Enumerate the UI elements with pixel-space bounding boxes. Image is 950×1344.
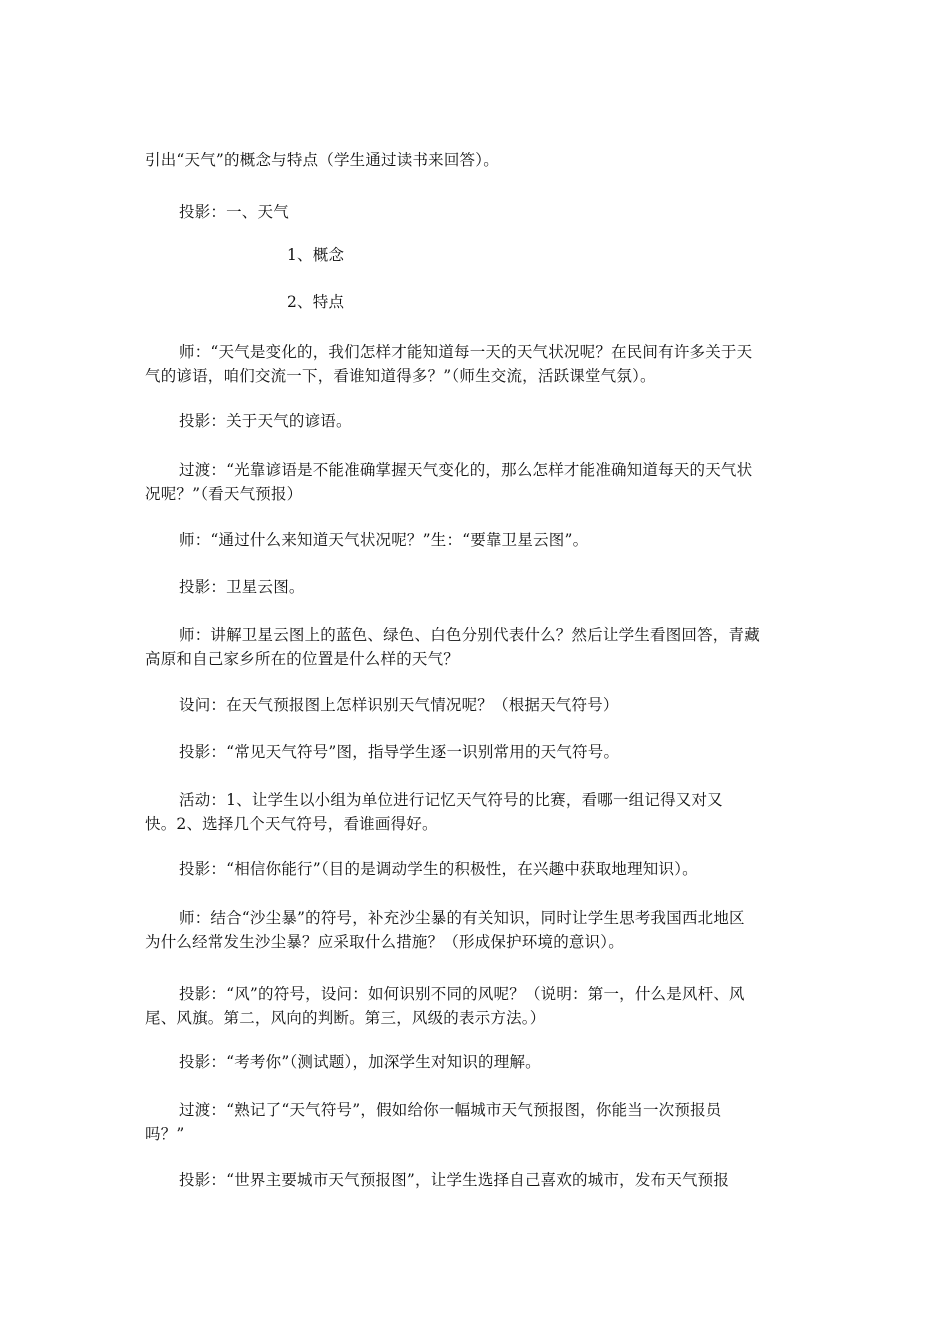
text-line-concept: 1、概念 [287,246,345,264]
text-line-activity-1: 活动：1、让学生以小组为单位进行记忆天气符号的比赛，看哪一组记得又对又 [179,791,723,809]
text-line-teacher-colors-2: 高原和自己家乡所在的位置是什么样的天气？ [145,650,460,668]
text-line-teacher-sandstorm-2: 为什么经常发生沙尘暴？应采取什么措施？（形成保护环境的意识）。 [145,933,624,951]
text-line-teacher-satellite: 师：“通过什么来知道天气状况呢？”生：“要靠卫星云图”。 [179,531,589,549]
text-line-projection-test: 投影：“考考你”（测试题），加深学生对知识的理解。 [179,1053,541,1071]
text-line-projection-weather: 投影：一、天气 [179,203,289,221]
text-line-teacher-proverbs-2: 气的谚语，咱们交流一下，看谁知道得多？”（师生交流，活跃课堂气氛）。 [145,367,656,385]
text-line-projection-satellite: 投影：卫星云图。 [179,578,305,596]
text-line-features: 2、特点 [287,293,345,311]
text-line-activity-2: 快。2、选择几个天气符号，看谁画得好。 [145,815,438,833]
text-line-question-symbols: 设问：在天气预报图上怎样识别天气情况呢？（根据天气符号） [179,696,619,714]
text-line-transition-forecaster-1: 过渡：“熟记了“天气符号”，假如给你一幅城市天气预报图，你能当一次预报员 [179,1101,722,1119]
text-line-projection-world-forecast: 投影：“世界主要城市天气预报图”，让学生选择自己喜欢的城市，发布天气预报 [179,1171,730,1189]
text-line-projection-wind-1: 投影：“风”的符号，设问：如何识别不同的风呢？（说明：第一，什么是风杆、风 [179,985,745,1003]
text-line-projection-proverbs: 投影：关于天气的谚语。 [179,412,352,430]
text-line-transition-forecast-2: 况呢？”（看天气预报） [145,485,303,503]
text-line-intro: 引出“天气”的概念与特点（学生通过读书来回答）。 [145,151,499,169]
text-line-projection-symbols: 投影：“常见天气符号”图，指导学生逐一识别常用的天气符号。 [179,743,620,761]
text-line-transition-forecast-1: 过渡：“光靠谚语是不能准确掌握天气变化的，那么怎样才能准确知道每天的天气状 [179,461,753,479]
text-line-teacher-proverbs-1: 师：“天气是变化的，我们怎样才能知道每一天的天气状况呢？在民间有许多关于天 [179,343,753,361]
text-line-transition-forecaster-2: 吗？” [145,1125,185,1143]
text-line-teacher-sandstorm-1: 师：结合“沙尘暴”的符号，补充沙尘暴的有关知识，同时让学生思考我国西北地区 [179,909,745,927]
text-line-projection-believe: 投影：“相信你能行”（目的是调动学生的积极性，在兴趣中获取地理知识）。 [179,860,698,878]
text-line-teacher-colors-1: 师：讲解卫星云图上的蓝色、绿色、白色分别代表什么？然后让学生看图回答，青藏 [179,626,760,644]
text-line-projection-wind-2: 尾、风旗。第二，风向的判断。第三，风级的表示方法。） [145,1009,546,1027]
